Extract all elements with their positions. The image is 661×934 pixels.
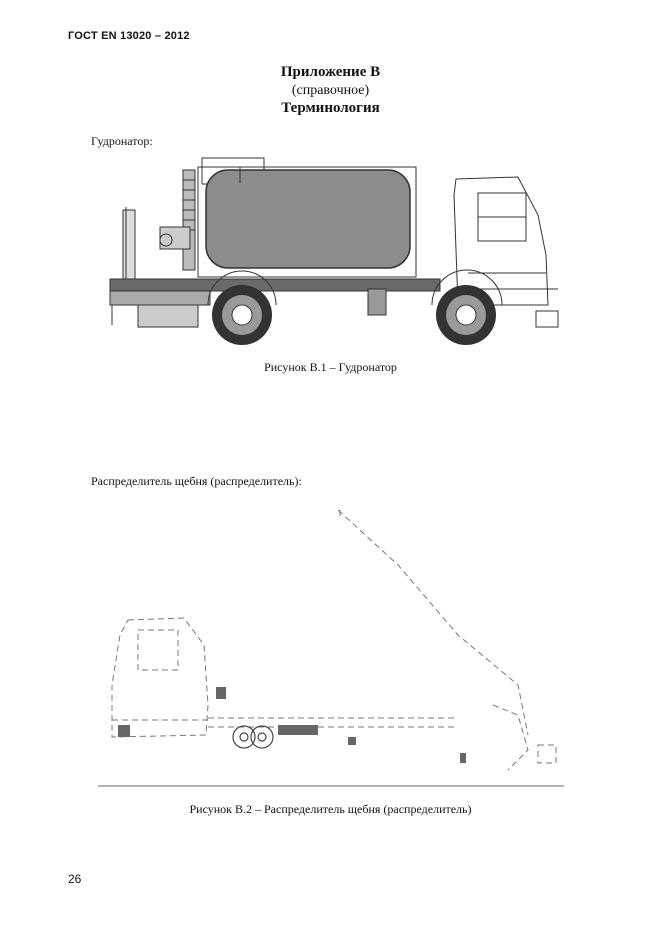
figure-caption-b2: Рисунок В.2 – Распределитель щебня (распределитель) [189, 802, 472, 816]
appendix-heading: Терминология [281, 100, 380, 116]
appendix-title: Приложение В [280, 64, 381, 80]
figure-caption-b1: Рисунок В.1 – Гудронатор [264, 360, 397, 374]
appendix-subtitle: (справочное) [291, 83, 370, 98]
asphalt-distributor-drawing [98, 155, 562, 355]
term-label-asphalt-distributor: Гудронатор: [91, 134, 153, 148]
page-number: 26 [68, 872, 82, 886]
chip-spreader-drawing [98, 505, 564, 790]
document-header: ГОСТ EN 13020 – 2012 [68, 30, 190, 42]
term-label-chip-spreader: Распределитель щебня (распределитель): [91, 474, 302, 488]
